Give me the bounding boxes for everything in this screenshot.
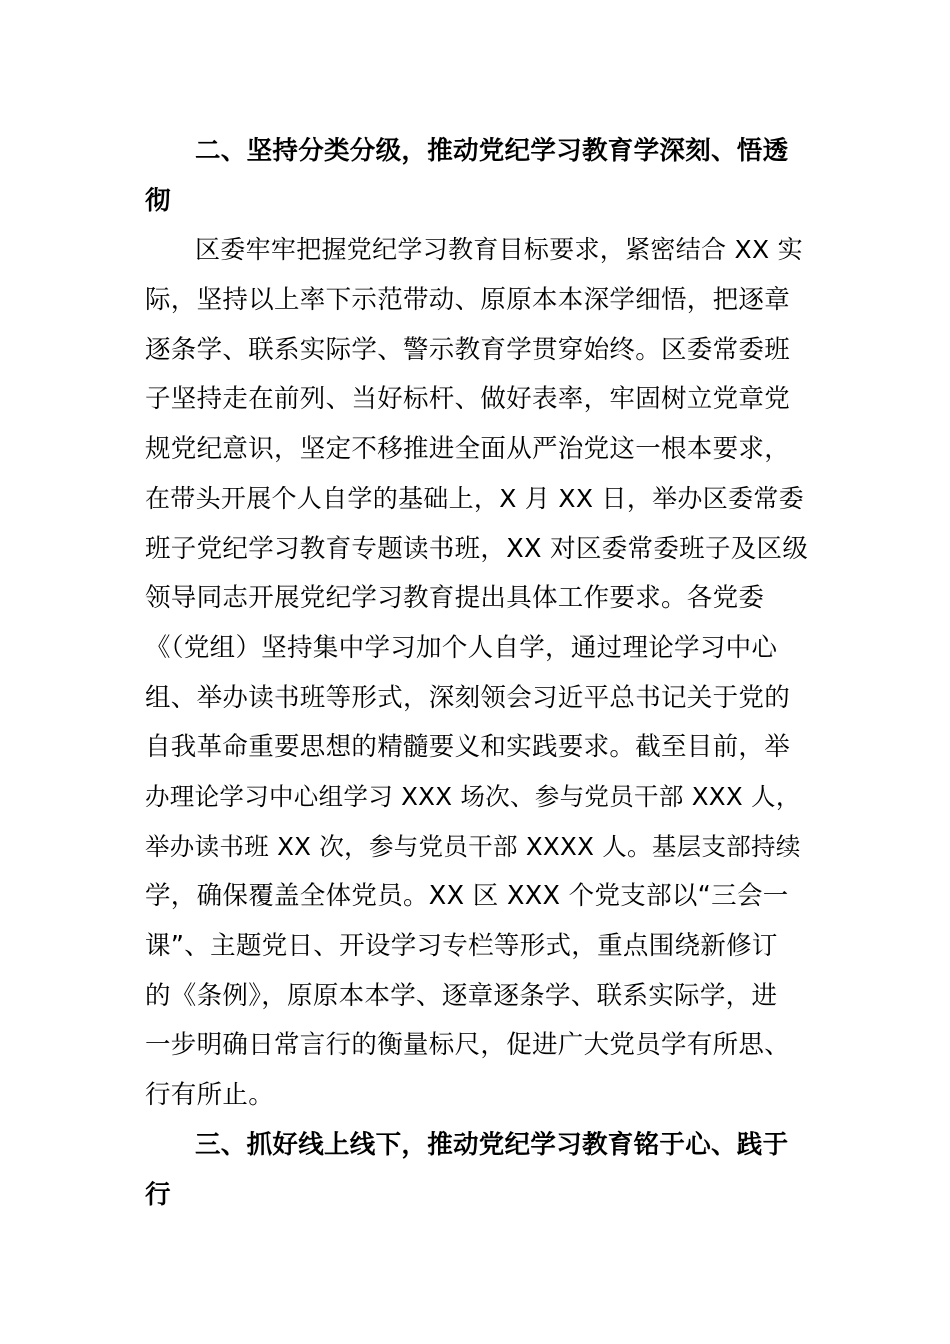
paragraph-line: 逐条学、联系实际学、警示教育学贯穿始终。区委常委班 <box>145 335 791 365</box>
section-heading-2-line-2: 彻 <box>145 186 171 216</box>
section-heading-3-line-1: 三、抓好线上线下，推动党纪学习教育铭于心、践于 <box>195 1130 789 1160</box>
paragraph-line: 规党纪意识，坚定不移推进全面从严治党这一根本要求， <box>145 434 791 464</box>
paragraph-line: 在带头开展个人自学的基础上，X 月 XX 日，举办区委常委 <box>145 484 804 513</box>
paragraph-line: 课”、主题党日、开设学习专栏等形式，重点围绕新修订 <box>145 931 778 961</box>
section-heading-2-line-1: 二、坚持分类分级，推动党纪学习教育学深刻、悟透 <box>195 136 789 166</box>
paragraph-line: 自我革命重要思想的精髓要义和实践要求。截至目前，举 <box>145 732 791 762</box>
paragraph-line: 学，确保覆盖全体党员。XX 区 XXX 个党支部以“三会一 <box>145 881 789 911</box>
paragraph-line: 《（党组）坚持集中学习加个人自学，通过理论学习中心 <box>145 633 778 663</box>
paragraph-line: 子坚持走在前列、当好标杆、做好表率，牢固树立党章党 <box>145 384 791 414</box>
paragraph-line: 举办读书班 XX 次，参与党员干部 XXXX 人。基层支部持续 <box>145 832 801 861</box>
paragraph-line: 一步明确日常言行的衡量标尺，促进广大党员学有所思、 <box>145 1030 791 1060</box>
paragraph-line: 际，坚持以上率下示范带动、原原本本深学细悟，把逐章 <box>145 285 791 315</box>
paragraph-line: 班子党纪学习教育专题读书班，XX 对区委常委班子及区级 <box>145 534 809 564</box>
paragraph-line: 办理论学习中心组学习 XXX 场次、参与党员干部 XXX 人， <box>145 782 801 811</box>
paragraph-line: 领导同志开展党纪学习教育提出具体工作要求。各党委 <box>145 583 765 613</box>
paragraph-line: 组、举办读书班等形式，深刻领会习近平总书记关于党的 <box>145 683 791 713</box>
paragraph-line: 行有所止。 <box>145 1080 275 1110</box>
paragraph-line: 区委牢牢把握党纪学习教育目标要求，紧密结合 XX 实 <box>195 235 803 264</box>
paragraph-line: 的《条例》，原原本本学、逐章逐条学、联系实际学，进 <box>145 981 778 1011</box>
section-heading-3-line-2: 行 <box>145 1180 171 1210</box>
